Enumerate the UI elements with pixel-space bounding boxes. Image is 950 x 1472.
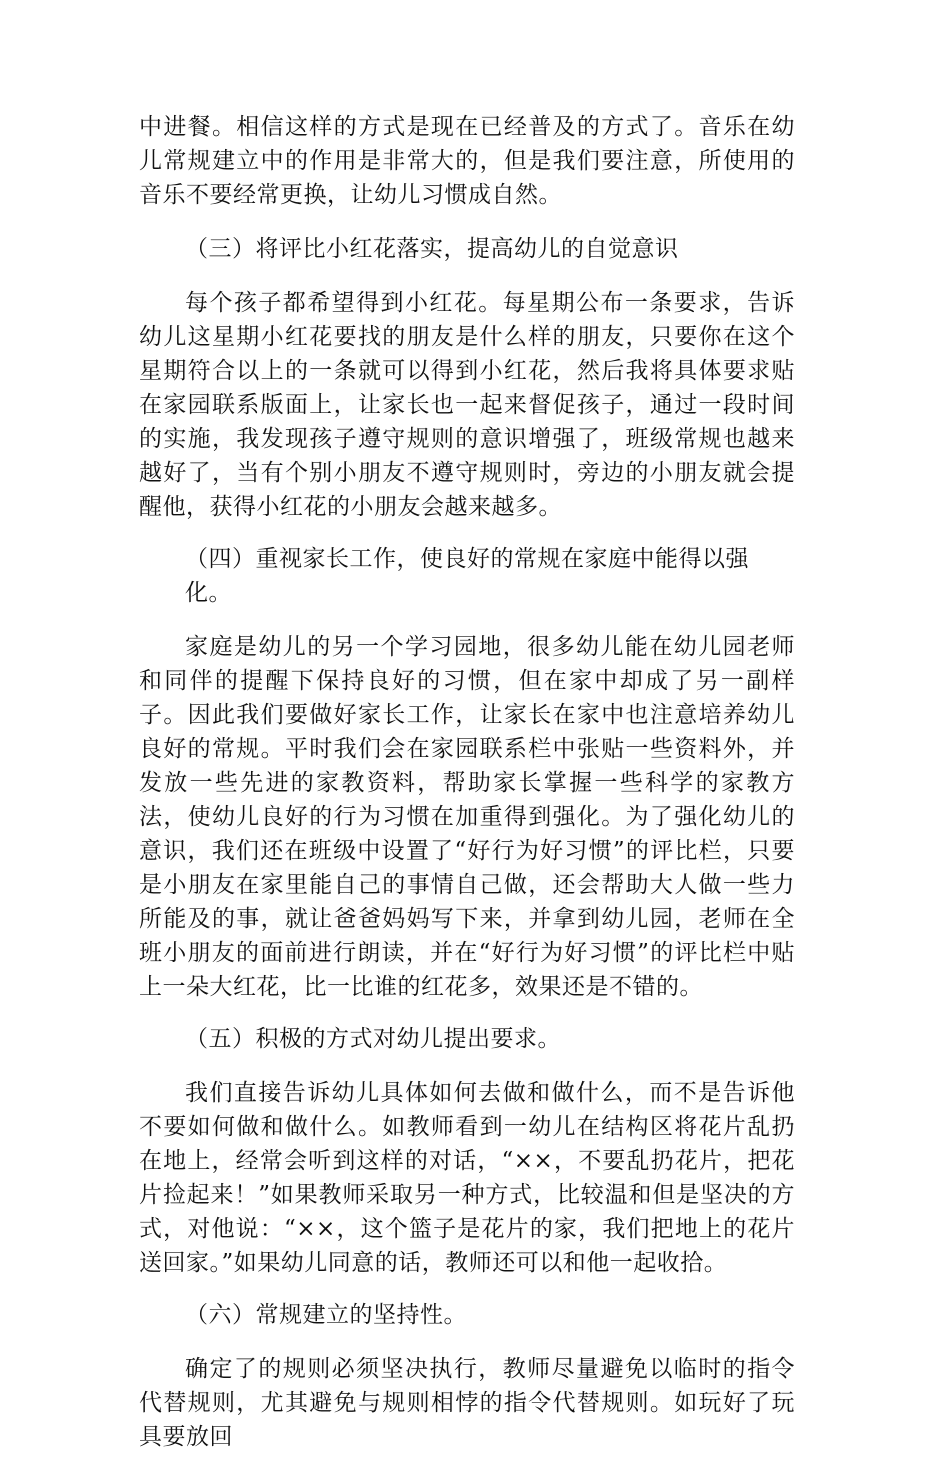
document-page (139, 110, 795, 1472)
section-heading-5: （五）积极的方式对幼儿提出要求。 (185, 1026, 561, 1052)
paragraph-persistence: 确定了的规则必须坚决执行，教师尽量避免以临时的指令代替规则，尤其避免与规则相悖的指令代替规则。如玩好了玩具要放回 (139, 1356, 795, 1450)
section-heading-4: （四）重视家长工作，使良好的常规在家庭中能得以强化。 (185, 546, 749, 606)
paragraph-positive-requests: 我们直接告诉幼儿具体如何去做和做什么，而不是告诉他不要如何做和做什么。如教师看到一幼儿在结构区将花片乱扔在地上，经常会听到这样的对话，“××，不要乱扔花片，把花片捡起来！”如果教师采取另一种方式，比较温和但是坚决的方式，对他说：“××，这个篮子是花片的家，我们把地上的花片送回家。”如果幼儿同意的话，教师还可以和他一起收拾。 (139, 1080, 795, 1276)
section-heading-6: （六）常规建立的坚持性。 (185, 1302, 467, 1328)
paragraph-red-flower: 每个孩子都希望得到小红花。每星期公布一条要求，告诉幼儿这星期小红花要找的朋友是什么样的朋友，只要你在这个星期符合以上的一条就可以得到小红花，然后我将具体要求贴在家园联系版面上，让家长也一起来督促孩子，通过一段时间的实施，我发现孩子遵守规则的意识增强了，班级常规也越来越好了，当有个别小朋友不遵守规则时，旁边的小朋友就会提醒他，获得小红花的小朋友会越来越多。 (139, 290, 795, 520)
paragraph-music-routine: 中进餐。相信这样的方式是现在已经普及的方式了。音乐在幼儿常规建立中的作用是非常大的，但是我们要注意，所使用的音乐不要经常更换，让幼儿习惯成自然。 (139, 114, 795, 208)
paragraph-parent-work: 家庭是幼儿的另一个学习园地，很多幼儿能在幼儿园老师和同伴的提醒下保持良好的习惯，但在家中却成了另一副样子。因此我们要做好家长工作，让家长在家中也注意培养幼儿良好的常规。平时我们会在家园联系栏中张贴一些资料外，并发放一些先进的家教资料，帮助家长掌握一些科学的家教方法，使幼儿良好的行为习惯在加重得到强化。为了强化幼儿的意识，我们还在班级中设置了“好行为好习惯”的评比栏，只要是小朋友在家里能自己的事情自己做，还会帮助大人做一些力所能及的事，就让爸爸妈妈写下来，并拿到幼儿园，老师在全班小朋友的面前进行朗读，并在“好行为好习惯”的评比栏中贴上一朵大红花，比一比谁的红花多，效果还是不错的。 (139, 634, 795, 1000)
section-heading-3: （三）将评比小红花落实，提高幼儿的自觉意识 (185, 236, 679, 262)
